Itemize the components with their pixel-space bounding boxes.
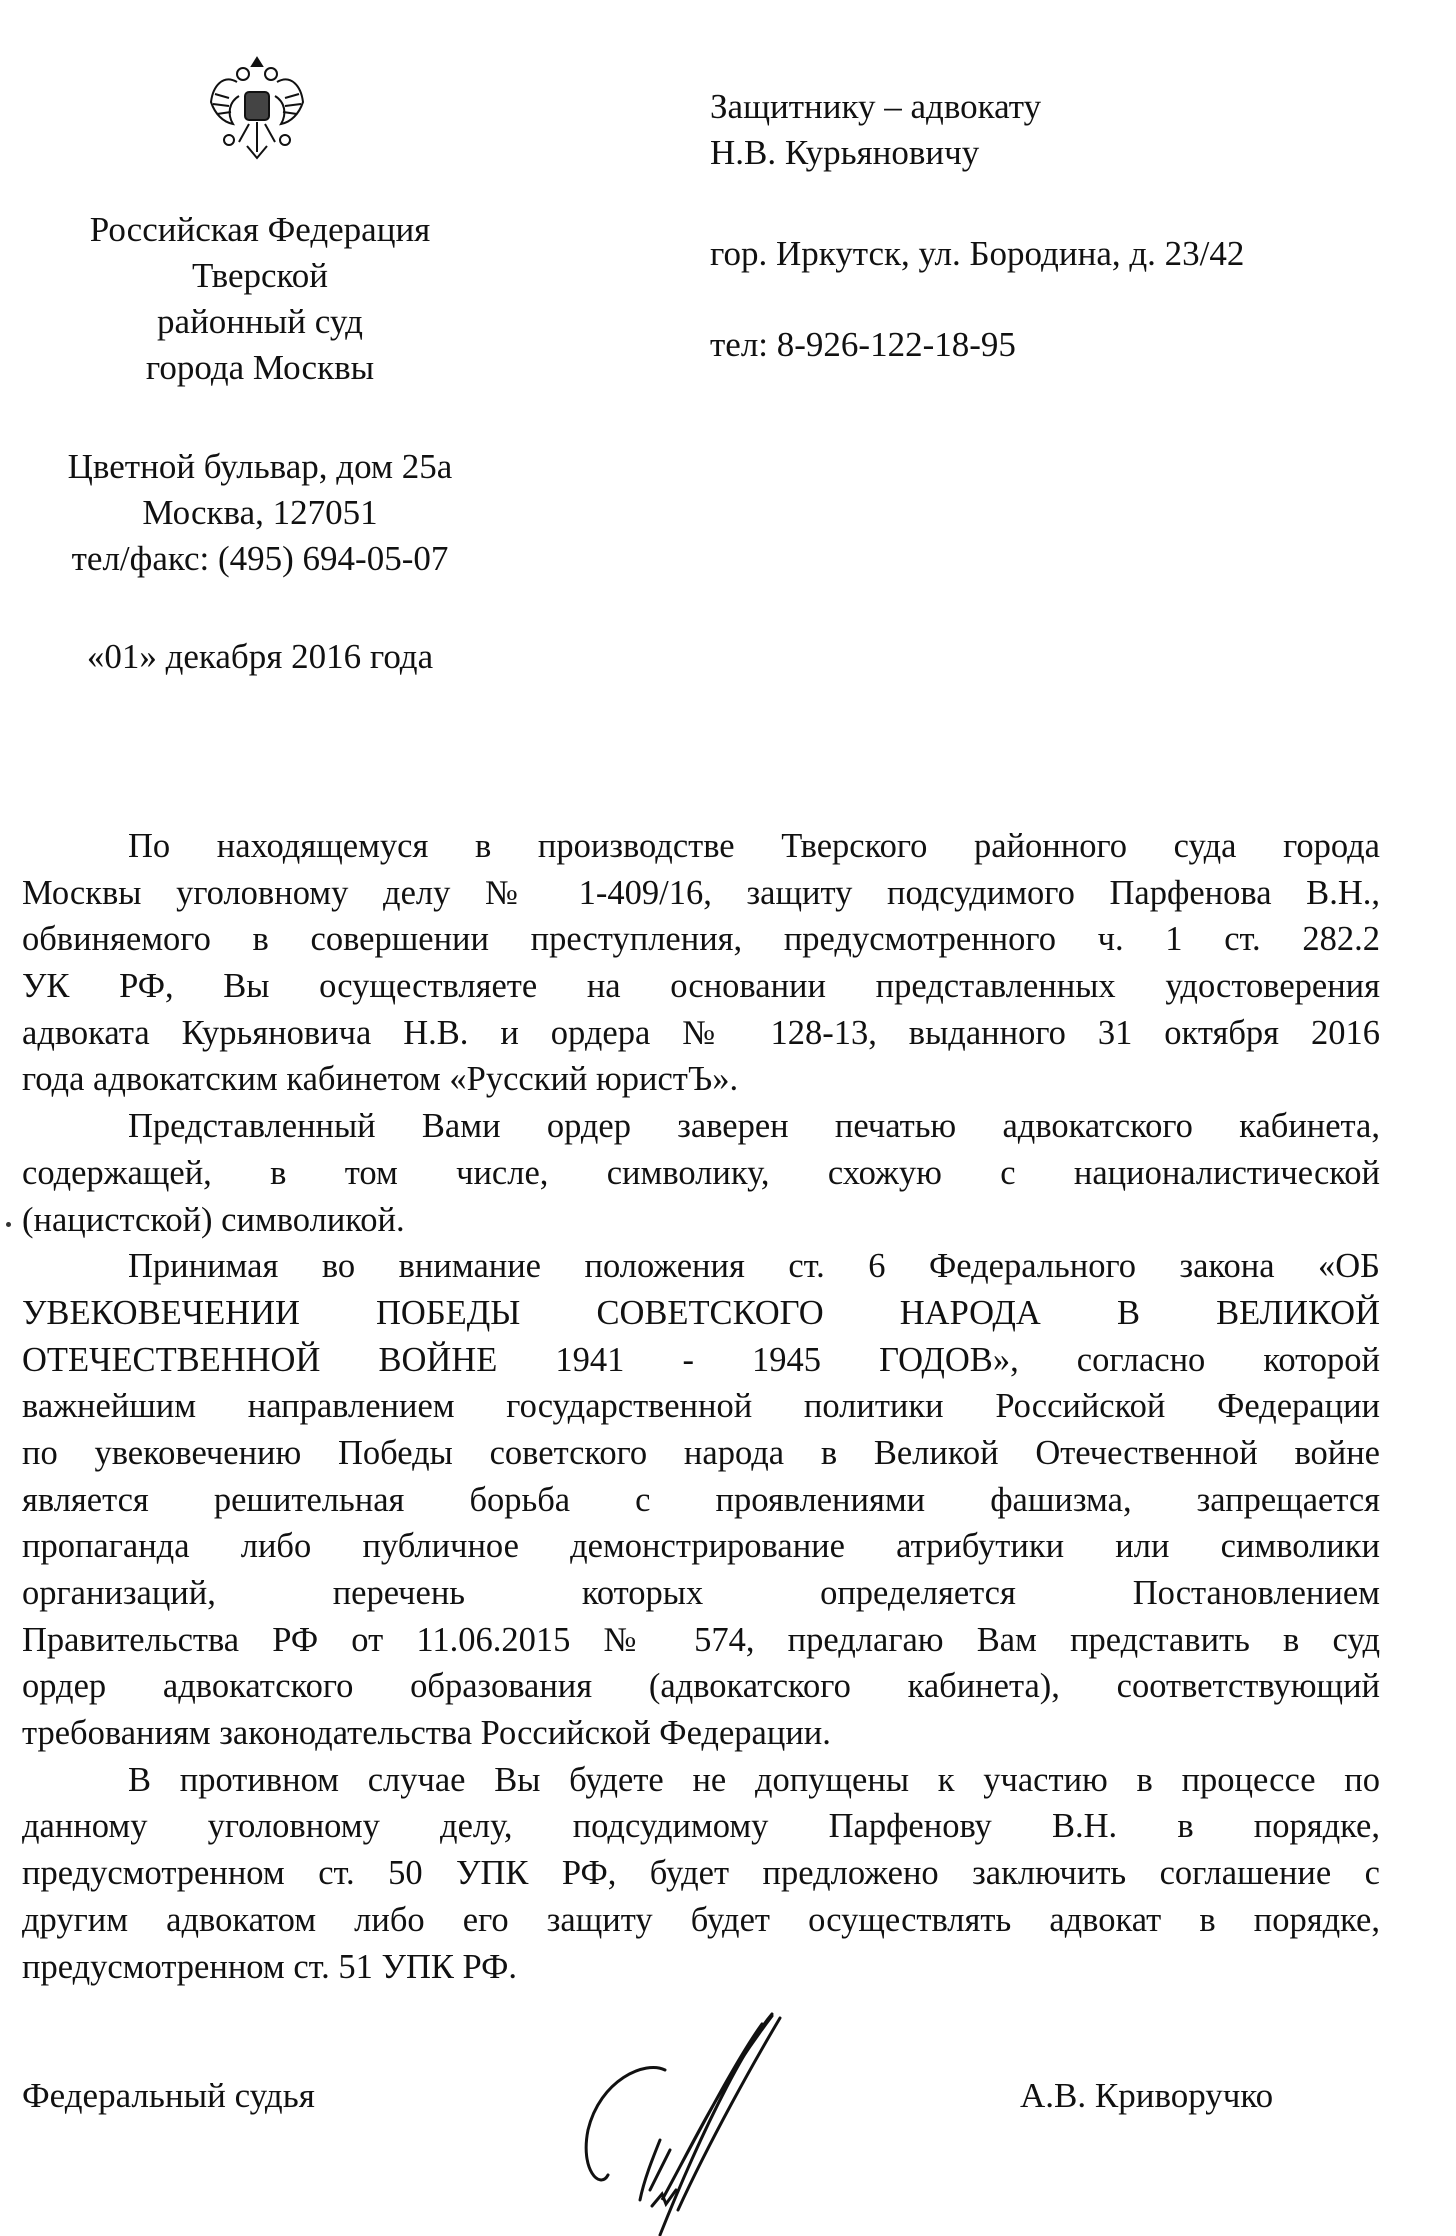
body-line: УК РФ, Вы осуществляете на основании представленных удостоверения <box>22 967 1380 1006</box>
body-line: ОТЕЧЕСТВЕННОЙ ВОЙНЕ 1941 - 1945 ГОДОВ», согласно которой <box>22 1340 1380 1379</box>
body-line: Принимая во внимание положения ст. 6 Федерального закона «ОБ <box>128 1247 1380 1286</box>
recipient-block <box>710 84 1041 176</box>
body-line: предусмотренном ст. 51 УПК РФ. <box>22 1947 517 1986</box>
body-line: является решительная борьба с проявлениями фашизма, запрещается <box>22 1480 1380 1519</box>
body-line: адвоката Курьяновича Н.В. и ордера № 128-13, выданного 31 октября 2016 <box>22 1013 1380 1052</box>
court-name-line: Тверской <box>192 256 328 295</box>
address-line: Цветной бульвар, дом 25а <box>67 447 453 486</box>
recipient-address: гор. Иркутск, ул. Бородина, д. 23/42 <box>710 234 1245 273</box>
body-line: года адвокатским кабинетом «Русский юристЪ». <box>22 1060 739 1099</box>
body-line: (нацистской) символикой. <box>22 1200 405 1239</box>
body-line: УВЕКОВЕЧЕНИИ ПОБЕДЫ СОВЕТСКОГО НАРОДА В ВЕЛИКОЙ <box>22 1293 1380 1332</box>
recipient-phone: тел: 8-926-122-18-95 <box>710 325 1016 364</box>
body-line: Правительства РФ от 11.06.2015 № 574, предлагаю Вам представить в суд <box>22 1620 1380 1659</box>
letter-date: «01» декабря 2016 года <box>86 637 434 676</box>
court-name-line: города Москвы <box>145 348 375 387</box>
handwritten-signature <box>540 2010 800 2236</box>
body-line: пропаганда либо публичное демонстрирование атрибутики или символики <box>22 1527 1380 1566</box>
address-line: Москва, 127051 <box>142 493 378 532</box>
body-line: содержащей, в том числе, символику, схожую с националистической <box>22 1153 1380 1192</box>
body-line: ордер адвокатского образования (адвокатского кабинета), соответствующий <box>22 1667 1380 1706</box>
recipient-name: Н.В. Курьяновичу <box>710 133 980 172</box>
body-line: организаций, перечень которых определяется Постановлением <box>22 1574 1380 1612</box>
body-line: В противном случае Вы будете не допущены к участию в процессе по <box>128 1760 1380 1799</box>
body-line: требованиям законодательства Российской Федерации. <box>22 1714 831 1753</box>
recipient-title: Защитнику – адвокату <box>710 87 1042 126</box>
body-line: другим адвокатом либо его защиту будет осуществлять адвокат в порядке, <box>22 1900 1380 1939</box>
court-name-line: Российская Федерация <box>89 210 431 249</box>
body-line: предусмотренном ст. 50 УПК РФ, будет предложено заключить соглашение с <box>22 1854 1380 1893</box>
scan-speck <box>6 1222 11 1227</box>
court-address <box>20 444 500 582</box>
body-line: данному уголовному делу, подсудимому Парфенову В.Н. в порядке, <box>22 1807 1380 1846</box>
body-line: важнейшим направлением государственной политики Российской Федерации <box>22 1387 1380 1426</box>
signer-position: Федеральный судья <box>22 2076 315 2115</box>
body-line: по увековечению Победы советского народа в Великой Отечественной войне <box>22 1433 1380 1472</box>
letter-body <box>22 823 1380 1990</box>
signer-name: А.В. Криворучко <box>1020 2076 1274 2115</box>
address-line: тел/факс: (495) 694-05-07 <box>71 539 449 578</box>
coat-of-arms-icon <box>205 52 309 164</box>
body-line: обвиняемого в совершении преступления, предусмотренного ч. 1 ст. 282.2 <box>22 920 1380 959</box>
court-name-line: районный суд <box>157 302 363 341</box>
body-line: Москвы уголовному делу № 1-409/16, защиту подсудимого Парфенова В.Н., <box>22 873 1380 912</box>
body-line: По находящемуся в производстве Тверского районного суда города <box>128 827 1380 865</box>
court-header <box>20 207 500 391</box>
body-line: Представленный Вами ордер заверен печатью адвокатского кабинета, <box>128 1107 1380 1146</box>
